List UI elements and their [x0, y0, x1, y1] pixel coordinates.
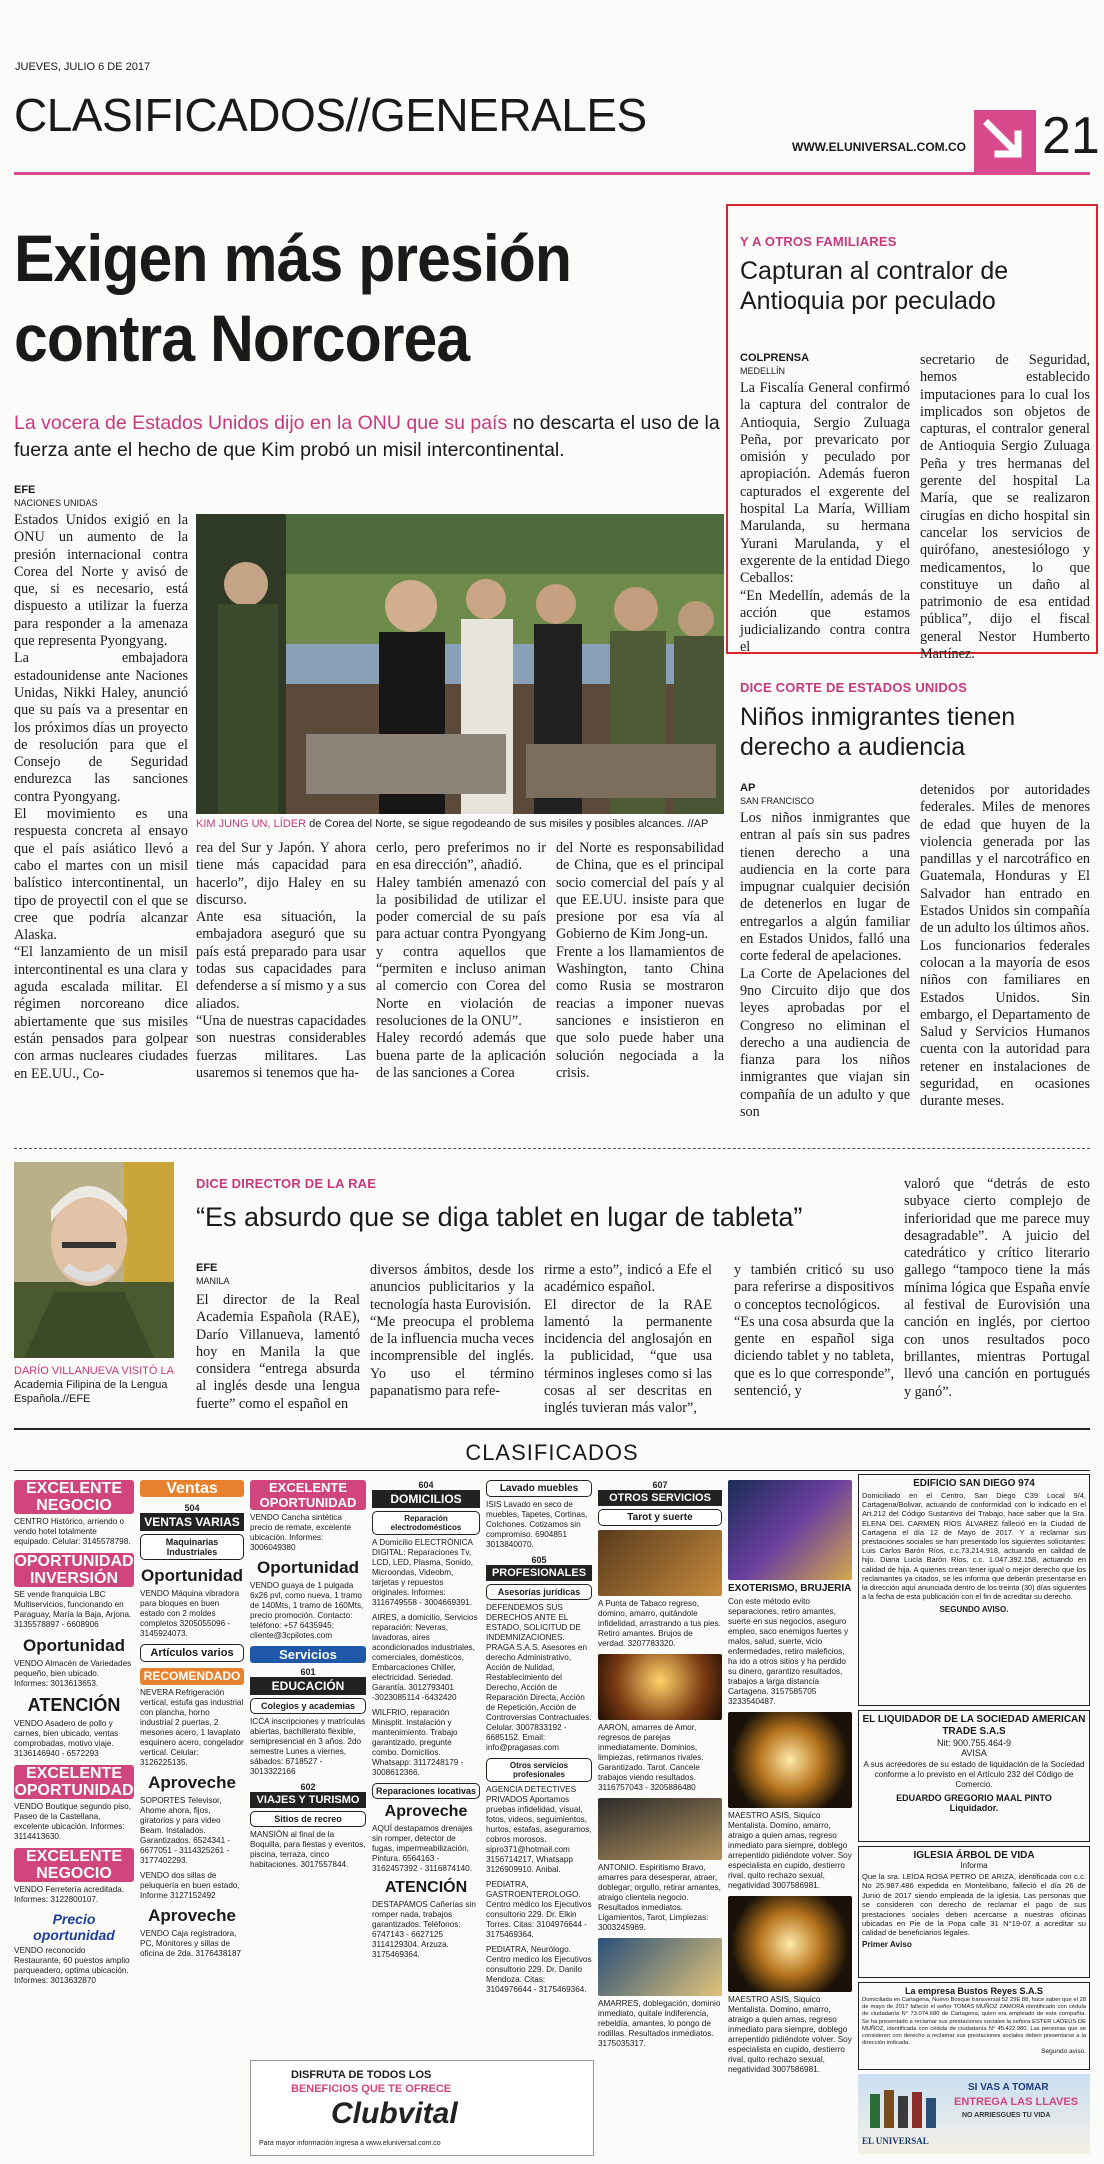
classifieds-top-rule	[14, 1428, 1090, 1430]
reyes-title: La empresa Bustos Reyes S.A.S	[904, 1986, 1044, 1996]
rae-column-3: rirme a esto”, indicó a Efe el académico español. El director de la RAE lamentó la permanente incidencia del anglosajón en la publicidad, “que usa términos ingleses como si las cosas al ser descritas en inglés tuvieran más valor”,	[544, 1262, 712, 1417]
c1-tag-6: EXCELENTE NEGOCIO	[14, 1848, 134, 1882]
clubvital-line-1: DISFRUTA DE TODOS LOS	[291, 2069, 432, 2081]
c7-star-image	[728, 1712, 852, 1808]
antioquia-headline: Capturan al contralor de Antioquia por peculado	[740, 257, 1009, 315]
edificio-text: Domiciliado en el Centro, San Diego C39 Local 9/4, Cartagena/Bolivar, actuando de conformidad con lo indicado en el Art.212 del Código Sustantivo del Trabajo, hace saber que la Sra. ELENA DEL CARMEN RÍOS ÁLVAREZ falleció en la Ciudad de Cartagena el día 12 de Mayo de 2017. Y a reclamar sus prestaciones sociales se han presentado los siguientes solicitantes: Luis Carlos Barón Ríos, c.c.73.214.918, actuando en calidad de hijo. Diana Lucía Barón Ríos, c.c. 1.047.392.158, actuando en calidad de hija. A quienes crean tener igual o mejor derecho que los reclamantes ya citados, se les informa que deberán presentarse en la dirección aquí anunciada dentro de los treinta (30) días siguientes a la fecha de esta publicación con el fin de acreditar su derecho.	[862, 1491, 1086, 1602]
liquidador-aviso: AVISA	[961, 1748, 987, 1758]
iglesia-text: Que la sra. LEIDA ROSA PETRO DE ARIZA, identificada con c.c. No 25.987.486 expedida en Montelíbano, falleció el día 26 de Junio de 2017 siendo empleada de la iglesia. Las personas que se consideren con derecho de reclamar el pago de sus prestaciones sociales deben acercarse a nuestras oficinas ubicadas en Pie de la Popa calle 31 N°19-07 a acreditar su calidad de beneficiarios legales.	[862, 1872, 1086, 1938]
section-title: CLASIFICADOS//GENERALES	[14, 89, 647, 141]
c4-section-number: 604	[418, 1480, 434, 1490]
c2-tag-2: Artículos varios	[140, 1644, 244, 1662]
c1-tag-7: Precio oportunidad	[33, 1911, 115, 1943]
c6-subsection: Tarot y suerte	[598, 1509, 722, 1526]
c2-tag-6: Aproveche	[148, 1906, 236, 1925]
rae-kicker: DICE DIRECTOR DE LA RAE	[196, 1176, 377, 1191]
clubvital-sub: Para mayor información ingresa a www.eluniversal.com.co	[259, 2140, 441, 2147]
c3-subsection-2: Sitios de recreo	[250, 1811, 366, 1827]
classifieds-title-rule	[14, 1470, 1090, 1471]
promo-brand: EL UNIVERSAL	[862, 2136, 929, 2146]
lead-photo	[196, 514, 724, 814]
rae-caption-highlight: DARÍO VILLANUEVA VISITÓ LA	[14, 1365, 174, 1377]
c1-ad-3[interactable]: VENDO Almacén de Variedades pequeño, bien ubicado. Informes: 3013613653.	[14, 1659, 132, 1688]
c1-ad-4[interactable]: VENDO Asadero de pollo y carnes, bien ubicado, ventas comprobadas, motivo viaje. 3136146940 - 6572293	[14, 1719, 119, 1758]
edificio-footer: SEGUNDO AVISO.	[939, 1605, 1009, 1615]
immigrants-column-2: detenidos por autoridades federales. Miles de menores de edad que huyen de la violencia generada por las pandillas y el narcotráfico en Guatemala, Honduras y El Salvador han entrado en Estados Unidos sin compañía de un adulto los últimos años. Los funcionarios federales colocan a la mayoría de esos niños con familiares en Estados Unidos. Sin embargo, el Departamento de Salud y Servicios Humanos cuenta con la autoridad para retener en instalaciones de seguridad, en ocasiones durante meses.	[920, 782, 1090, 1110]
c6-section-number: 607	[652, 1480, 668, 1490]
c4-tag-1: Aproveche	[384, 1803, 468, 1820]
rae-photo-caption	[14, 1364, 182, 1406]
iglesia-sub: Informa	[960, 1861, 988, 1870]
promo-line-3: NO ARRIESGUES TU VIDA	[962, 2112, 1051, 2119]
liquidador-nit: Nit: 900.755.464-9	[936, 1738, 1012, 1748]
lead-caption-rest: de Corea del Norte, se sigue regodeando de sus misiles y posibles alcances. //AP	[309, 818, 709, 830]
clubvital-line-2: BENEFICIOS QUE TE OFRECE	[291, 2083, 452, 2095]
c1-tag-4: ATENCIÓN	[27, 1695, 121, 1715]
c3-tag-2: Oportunidad	[257, 1558, 359, 1577]
c1-ad-2[interactable]: SE vende franquicia LBC Multiservicios, funcionando en Paraguay, María la Baja, Arjona. 3135578897 - 6608906	[14, 1590, 132, 1629]
immigrants-column-1: Los niños inmigrantes que entran al país sin sus padres tienen derecho a una audiencia en la corte para impugnar cualquier decisión de detenerlos en lugar de entregarlos a algún familiar en Estados Unidos, falló una corte federal de apelaciones. La Corte de Apelaciones del 9no Circuito dijo que dos leyes aprobadas por el Congreso no eliminan el derecho a una audiencia de fianza para los niños inmigrantes que viajan sin compañía de un adulto y que son	[740, 810, 910, 1121]
website-url[interactable]: WWW.ELUNIVERSAL.COM.CO	[792, 140, 966, 154]
reyes-text: Domiciliada en Cartagena, Nuevo Bosque transversal 52 29E 88, hace saber que el 28 de mayo de 2017 falleció el señor TOMAS MUÑOZ ZAMORA identificado con cédula de ciudadanía N° 73.074.680 de Cartagena, quien era empleado de esta compañía. Se ha presentado a reclamar sus prestaciones sociales la señora ESTER LADEUS DE MUÑOZ, identificada con cédula de ciudadanía N° 45.422.980. Las personas que se consideren con derecho a reclamar sus prestaciones sociales deben presentarse a la dirección indicada.	[862, 1997, 1086, 2047]
rae-column-4: y también criticó su uso para referirse a dispositivos o conceptos tecnológicos. “Es una cosa absurda que la gente en español siga diciendo tablet y no tableta, que es lo que corresponde”, sentenció, y	[734, 1262, 894, 1400]
drive-safe-promo[interactable]	[858, 2074, 1090, 2154]
c4-ad-2[interactable]: AIRES, a domicilio, Servicios reparación: Neveras, lavadoras, aires acondicionados industriales, comerciales, domésticos, Embarcaciones Chiller, electricidad. Seriedad. Garantía. 3012793401 -3023085114 -6432420	[372, 1613, 478, 1702]
classifieds-title: CLASIFICADOS	[465, 1440, 639, 1465]
rae-caption-rest: Academia Filipina de la Lengua Española.//EFE	[14, 1379, 168, 1405]
c2-ad-5[interactable]: VENDO dos sillas de peluquería en buen estado, Informe 3127152492	[140, 1871, 240, 1900]
classifieds-column-7	[728, 1476, 852, 2156]
immigrants-agency: AP	[740, 782, 756, 794]
c6-hands-image	[598, 1798, 722, 1860]
c5-section-number: 605	[531, 1555, 547, 1565]
lead-deck-rest: no descarta el uso de la fuerza ante el hecho de que Kim probó un misil intercontinental.	[14, 412, 720, 461]
lead-column-3: cerlo, pero preferimos no ir en esa dirección”, añadió. Haley también amenazó con la posibilidad de utilizar el poder comercial de su país para actuar contra Pyongyang y contra aquellos que “permiten e incluso animan al comercio con Corea del Norte en violación de resoluciones de la ONU”. Haley recordó además que buena parte de la aplicación de las sanciones a Corea	[376, 840, 546, 1081]
rae-dateline: MANILA	[196, 1276, 230, 1286]
c3-section-number: 601	[300, 1667, 316, 1677]
c5-subsection-3: Otros servicios profesionales	[486, 1758, 592, 1782]
liquidador-role: Liquidador.	[949, 1803, 999, 1813]
c5-ad-4[interactable]: PEDIATRA, GASTROENTEROLOGO. Centro médico los Ejecutivos consultorio 229. Dr. Elkin Torres. Citas: 3104976644 - 3175469364.	[486, 1880, 592, 1939]
c5-section-name: PROFESIONALES	[486, 1565, 592, 1581]
c2-ad-4[interactable]: SOPORTES Televisor, Ahome ahora, fijos, giratorios y para video Beam. Instalados. Garantizados. 6524341 - 6677051 - 3114325261 - 3177402293.	[140, 1796, 231, 1865]
clubvital-brand: Clubvital	[331, 2097, 458, 2130]
c3-ad-2[interactable]: VENDO guaya de 1 pulgada 6x26 pvl, como nueva, 1 tramo de 140Mts, 1 tramo de 160Mts, precio promoción. Contacto: teléfono: +57 6435945; cliente@3cpilotes.com	[250, 1581, 364, 1640]
header-rule	[14, 172, 1090, 175]
lead-headline-line-1: Exigen más presión	[14, 221, 572, 295]
lead-photo-caption	[196, 818, 724, 830]
c5-ad-1[interactable]: ISIS Lavado en seco de muebles, Tapetes, Cortinas, Colchones. Cotizamos sin compromiso. 6904851 3013840070.	[486, 1500, 588, 1549]
c6-ad-3[interactable]: ANTONIO. Espiritismo Bravo, amarres para desesperar, atraer, doblegar; orgullo, retirar amantes, atraigo clientela negocio. Resultados inmediatos. Ligamientos, Tarot, Limpiezas: 3003245969.	[598, 1863, 721, 1932]
c2-section-name: VENTAS VARIAS	[140, 1513, 244, 1531]
c4-ad-4[interactable]: AQUÍ destapamos drenajes sin romper, detector de fugas, impermeabilización, Pintura. 6564163 - 3162457392 - 3116874140.	[372, 1824, 473, 1873]
c1-tag-2: OPORTUNIDAD INVERSIÓN	[14, 1553, 134, 1587]
c5-subsection: Lavado muebles	[486, 1480, 592, 1497]
rae-column-2: diversos ámbitos, desde los anuncios publicitarios y la tecnología hasta Eurovisión. “Me preocupa el problema de la influencia mucha veces incomprensible del inglés. Yo uso el término papanatismo para refe-	[370, 1262, 534, 1400]
lead-deck	[14, 410, 720, 464]
c5-ad-2[interactable]: DEFENDEMOS SUS DERECHOS ANTE EL ESTADO, SOLICITUD DE INDEMNIZACIONES. PRAGA S.A.S. Asesores en derecho Administrativo, Acción de Nulidad, Restablecimiento del Derecho, Acción de Reparación Directa, Acción de Repetición, Acción de Controversias Contractuales. Celular. 3007833192 - 6685152. Email: info@pragasas.com	[486, 1603, 592, 1752]
antioquia-agency: COLPRENSA	[740, 352, 810, 364]
c1-tag-1: EXCELENTE NEGOCIO	[14, 1480, 134, 1514]
c3-section-2-name: VIAJES Y TURISMO	[250, 1792, 366, 1808]
iglesia-notice	[858, 1846, 1090, 1978]
classifieds-column-5	[486, 1476, 592, 2156]
c2-tag-1: Oportunidad	[141, 1566, 243, 1585]
clubvital-banner[interactable]	[250, 2060, 594, 2156]
c3-section-2-number: 602	[300, 1782, 316, 1792]
rae-agency: EFE	[196, 1262, 218, 1274]
c4-subsection-2: Reparaciones locativas	[372, 1783, 480, 1799]
rae-photo-illustration	[14, 1162, 174, 1358]
rae-photo	[14, 1162, 174, 1358]
c6-tarot-image	[598, 1530, 722, 1596]
immigrants-dateline: SAN FRANCISCO	[740, 796, 815, 806]
c3-ad-3[interactable]: ICCA inscripciones y matrículas abiertas, bachillerato flexible, semipresencial en 3 años. 2do semestre Lunes a viernes, sábados: 6718527 - 3013322166	[250, 1717, 366, 1776]
lead-headline-line-2: contra Norcorea	[14, 301, 470, 375]
edificio-notice	[858, 1474, 1090, 1706]
c4-tag-2: ATENCIÓN	[384, 1879, 468, 1896]
iglesia-footer: Primer Aviso	[862, 1939, 912, 1949]
iglesia-title: IGLESIA ÁRBOL DE VIDA	[913, 1850, 1035, 1861]
classifieds-column-3	[250, 1476, 366, 2046]
antioquia-kicker: Y A OTROS FAMILIARES	[740, 234, 897, 249]
c2-subsection: Maquinarias Industriales	[140, 1534, 244, 1560]
immigrants-headline: Niños inmigrantes tienen derecho a audiencia	[740, 703, 1016, 761]
lead-dateline: NACIONES UNIDAS	[14, 498, 98, 508]
edificio-title: EDIFICIO SAN DIEGO 974	[913, 1478, 1035, 1489]
c1-ad-7[interactable]: VENDO reconocido Restaurante, 60 puestos amplio parqueadero, optima ubicación. Informes: 3013632870	[14, 1946, 130, 1985]
lead-photo-illustration	[196, 514, 724, 814]
reyes-notice	[858, 1982, 1090, 2070]
c2-top-tag: Ventas	[140, 1480, 244, 1497]
lead-agency: EFE	[14, 484, 36, 496]
bottles-icon	[866, 2084, 946, 2128]
page-number: 21	[1042, 107, 1100, 165]
c2-tag-4: Aproveche	[148, 1773, 236, 1792]
antioquia-column-2: secretario de Seguridad, hemos establecido imputaciones para lo cual los implicados son objetos de capturas, el contralor general de Antioquia Sergio Zuluaga Peña y tres hermanas del gerente del hospital La María, que se realizaron cirugías en dicho hospital sin cancelar los servicios de quirófano, anestesiólogo y medicamentos, lo que constituye un daño al patrimonio de esa entidad pública”, dijo el fiscal general Nestor Humberto Martínez.	[920, 352, 1090, 663]
c3-subsection: Colegios y academias	[250, 1698, 366, 1714]
section-divider	[14, 1148, 1090, 1149]
liquidador-text: A sus acreedores de su estado de liquidación de la Sociedad conforme a lo previsto en el Artículo 232 del Código de Comercio.	[863, 1760, 1085, 1789]
c4-section-name: DOMICILIOS	[372, 1490, 480, 1508]
c2-ad-6[interactable]: VENDO Caja registradora, PC, Monitores y sillas de oficina de 2da. 3176438187	[140, 1929, 242, 1958]
rae-headline: “Es absurdo que se diga tablet en lugar de tableta”	[196, 1202, 803, 1232]
c5-subsection-2: Asesorías jurídicas	[486, 1584, 592, 1600]
c1-ad-1[interactable]: CENTRO Histórico, arriendo o vendo hotel totalmente equipado. Celular: 3145578798.	[14, 1517, 131, 1546]
c5-ad-5[interactable]: PEDIATRA, Neurólogo. Centro medico los Ejecutivos consultorio 229. Dr. Danilo Mendoza. Citas: 3104976644 - 3175469364.	[486, 1945, 592, 1994]
liquidador-notice	[858, 1710, 1090, 1842]
c6-ad-1[interactable]: A Punta de Tabaco regreso, domino, amarro, quitándole infidelidad, arrastrando a tus pies. Retiro amantes. Brujos de verdad. 3207783320.	[598, 1599, 721, 1648]
c1-ad-5[interactable]: VENDO Boutique segundo piso, Paseo de la Castellana, excelente ubicación. Informes: 3114413630.	[14, 1802, 131, 1841]
c7-label-1: EXOTERISMO, BRUJERIA	[728, 1583, 852, 1594]
c4-ad-3[interactable]: WILFRIO, reparación Minisplit. Instalación y mantenimiento. Trabajo garantizado, pregunte combo. Domicilios. Whatsapp: 3117248179 - 3008612366.	[372, 1708, 464, 1777]
c2-tag-3: RECOMENDADO	[140, 1668, 244, 1685]
c1-tag-5: EXCELENTE OPORTUNIDAD	[14, 1765, 134, 1799]
c7-star-image-2	[728, 1896, 852, 1992]
c4-subsection: Reparación electrodomésticos	[372, 1511, 480, 1535]
classifieds-column-4	[372, 1476, 480, 2046]
c7-ad-3[interactable]: MAESTRO ASIS, Siquico Mentalista. Domino, amarro, atraigo a quien amas, regreso inmediato para siempre, doblego arrepentido pidiéndote volver. Soy especialista en cupido, destierro rival, quito rechazo sexual, negatividad 3007586981.	[728, 1995, 852, 2074]
c2-ad-3[interactable]: NEVERA Refrigeración vertical, estufa gas industrial con plancha, horno industrial 2 puertas, 2 mesones acero, 1 lavaplato esquinero acero, congelador vertical. Celular: 3126225135.	[140, 1688, 244, 1767]
classifieds-column-8	[858, 1474, 1090, 2160]
promo-line-2: ENTREGA LAS LLAVES	[954, 2096, 1079, 2108]
lead-column-1: Estados Unidos exigió en la ONU un aumento de la presión internacional contra Corea del Norte y avisó de que, si es necesario, está dispuesto a utilizar la fuerza para responder a la amenaza que representa Pyongyang. La embajadora estadounidense ante Naciones Unidas, Nikki Haley, anunció que su país va a presentar en los próximos días un proyecto de resolución para que el Consejo de Seguridad endurezca las sanciones contra Pyongyang. El movimiento es una respuesta concreta al ensayo que el país asiático llevó a cabo el martes con un misil balístico intercontinental, un tipo de proyectil con el que se cree que podría alcanzar Alaska. “El lanzamiento de un misil intercontinental es una clara y aguda escalada militar. El régimen norcoreano dice abiertamente que sus misiles están pensados para golpear con armas nucleares ciudades en EE.UU., Co-	[14, 512, 188, 1082]
c7-ad-1[interactable]: Con este método evito separaciones, retiro amantes, suerte en sus negocios, aseguro empleo, saco enemigos fuertes y malos, salud, suerte, vicio enfermedades, retiro maleficios, ha ido a otros sitios y ha perdido su dinero, garantizo resultados, trabajos a larga distancia Cartagena. 3157585705 3233540487.	[728, 1597, 849, 1706]
antioquia-dateline: MEDELLÍN	[740, 366, 786, 376]
c1-ad-6[interactable]: VENDO Ferretería acreditada. Informes: 3122800107.	[14, 1885, 125, 1904]
c3-ad-4[interactable]: MANSIÓN al final de la Boquilla, para fiestas y eventos, piscina, terraza, cinco habitaciones. 3017557844.	[250, 1830, 366, 1869]
c3-services-tag: Servicios	[250, 1646, 366, 1663]
promo-line-1: SI VAS A TOMAR	[968, 2082, 1049, 2093]
liquidador-name: EDUARDO GREGORIO MAAL PINTO	[896, 1793, 1052, 1803]
c4-ad-1[interactable]: A Domicilio ELECTRÓNICA DIGITAL: Reparaciones Tv, LCD, LED, Plasma, Sonido, Microondas, Videobm, tarjetas y repuestos originales. Informes: 3116749558 - 3004669391.	[372, 1538, 474, 1607]
c1-tag-3: Oportunidad	[23, 1636, 125, 1655]
c2-ad-1[interactable]: VENDO Máquina vibradora para bloques en buen estado con 2 moldes completos 3205055096 - 3145924073.	[140, 1589, 240, 1638]
classifieds-column-1	[14, 1476, 134, 2156]
c6-ad-2[interactable]: AARON, amarres de Amor, regresos de parejas inmediatamente. Dominios, limpiezas, retirmanos rivales. Garantizado. Tarot. Cancele trabajos viendo resultados. 3116757043 - 3205886480	[598, 1723, 704, 1792]
lead-column-4: del Norte es responsabilidad de China, que es el principal socio comercial del país y al que EE.UU. insiste para que presione por esa vía al Gobierno de Kim Jong-un. Frente a los llamamientos de Washington, tanto China como Rusia se mostraron reacias a imponer nuevas sanciones e insistieron en que solo puede haber una solución negociada a la crisis.	[556, 840, 724, 1081]
c7-ad-2[interactable]: MAESTRO ASIS, Siquico Mentalista. Domino, amarro, atraigo a quien amas, regreso inmediato para siempre, doblego arrepentido pidiéndote volver. Soy especialista en cupido, destierro rival, quito rechazo sexual, negatividad 3007586981.	[728, 1811, 852, 1890]
lead-caption-highlight: KIM JUNG UN, LÍDER	[196, 818, 307, 830]
c3-section-name: EDUCACIÓN	[250, 1677, 366, 1695]
c6-ad-4[interactable]: AMARRES, doblegación, dominio inmediato, quitale indiferencia, rebeldía, amantes, lo pongo de rodillas. Resultados inmediatos. 3175035317.	[598, 1999, 721, 2048]
reyes-footer: Segundo aviso.	[1041, 2048, 1086, 2056]
issue-date: JUEVES, JULIO 6 DE 2017	[15, 61, 151, 73]
c6-card-image	[598, 1938, 722, 1996]
c3-ad-1[interactable]: VENDO Cancha sintética precio de remate, excelente ubicación. Informes: 3006049380	[250, 1513, 352, 1552]
c5-ad-3[interactable]: AGENCIA DETECTIVES PRIVADOS Aportamos pruebas infidelidad, visual, fotos, videos, seguimientos, hurtos, estafas, aseguramos, cobros morosos. sipro371@hotmail.com 3156714217, Whatsapp 3126909910. Anibal.	[486, 1785, 592, 1874]
antioquia-column-1: La Fiscalía General confirmó la captura del contralor de Antioquia, Sergio Zuluaga Peña, por prevaricato por omisión y peculado por apropiación. Además fueron capturados el exgerente del hospital La María, William Marulanda, su hermana Yurani Marulanda, y el exgerente de la entidad Diego Ceballos: “En Medellín, además de la acción que estamos judicializando contra contra el	[740, 380, 910, 656]
c7-esoteric-image	[728, 1480, 852, 1580]
c4-ad-5[interactable]: DESTAPAMOS Cañerías sin romper nada, trabajos garantizados. Teléfonos: 6747143 - 6627125 3114129304. Arzuza. 3175469364.	[372, 1900, 476, 1959]
rae-column-1: El director de la Real Academia Española (RAE), Darío Villanueva, lamentó hoy en Manila la que considera “entrega absurda al inglés desde una lengua fuerte” como el español en	[196, 1292, 360, 1412]
c2-section-number: 504	[184, 1503, 200, 1513]
arrow-icon	[974, 110, 1036, 172]
classifieds-column-2	[140, 1476, 244, 2156]
immigrants-kicker: DICE CORTE DE ESTADOS UNIDOS	[740, 680, 968, 695]
c6-candle-image	[598, 1654, 722, 1720]
liquidador-title: EL LIQUIDADOR DE LA SOCIEDAD AMERICAN TRADE S.A.S	[862, 1714, 1086, 1737]
rae-column-5: valoró que “detrás de esto subyace cierto complejo de inferioridad que me parece muy desagradable”. A juicio del catedrático y crítico literario gallego “tampoco tiene la más mínima lógica que España envíe al festival de Eurovisión una canción en inglés, por ciertoo con unos resultados poco brillantes, mientras Portugal llevó una canción en portugués y ganó”.	[904, 1176, 1090, 1400]
classifieds-column-6	[598, 1476, 722, 2156]
c3-top-tag: EXCELENTE OPORTUNIDAD	[250, 1480, 366, 1510]
lead-column-2: rea del Sur y Japón. Y ahora tiene más capacidad para hacerlo”, dijo Haley en su discurso. Ante esa situación, la embajadora aseguró que su país está preparado para usar todas sus capacidades para defenderse a sí mismo y a sus aliados. “Una de nuestras capacidades son nuestras considerables fuerzas militares. Las usaremos si tenemos que ha-	[196, 840, 366, 1081]
lead-deck-highlight: La vocera de Estados Unidos dijo en la ONU que su país	[14, 412, 508, 434]
c6-section-name: OTROS SERVICIOS	[598, 1490, 722, 1506]
